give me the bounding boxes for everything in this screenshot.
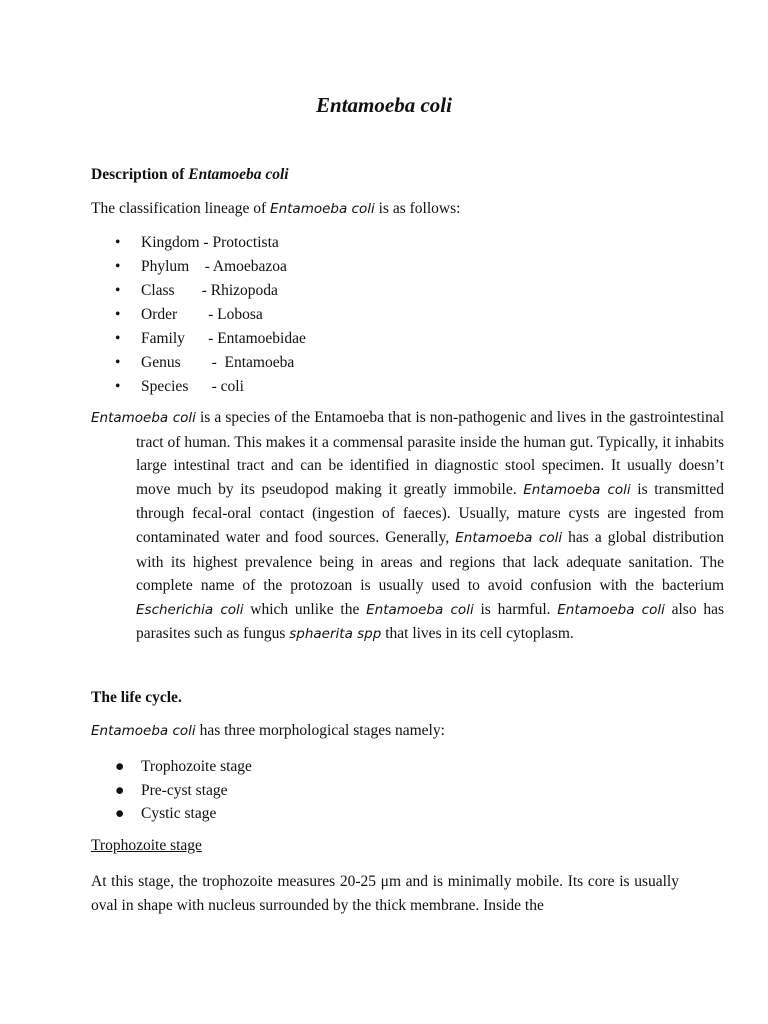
description-heading-prefix: Description of [91, 166, 189, 183]
list-item: • Order - Lobosa [115, 303, 306, 327]
lineage-intro-italic: Entamoeba coli [270, 201, 375, 217]
list-item: • Family - Entamoebidae [115, 327, 306, 351]
bullet-icon: • [115, 258, 121, 275]
description-heading-italic: Entamoeba coli [188, 166, 289, 183]
life-cycle-heading: The life cycle. [91, 689, 182, 706]
list-item: ● Trophozoite stage [115, 755, 252, 779]
lineage-intro-prefix: The classification lineage of [91, 200, 271, 217]
bullet-icon: ● [115, 781, 125, 799]
bullet-icon: ● [115, 758, 125, 775]
bullet-icon: • [115, 306, 121, 323]
lineage-intro-suffix: is as follows: [374, 200, 461, 217]
stages-list [115, 755, 252, 826]
list-item: • Class - Rhizopoda [115, 279, 306, 303]
trophozoite-heading: Trophozoite stage [91, 837, 202, 854]
list-item: • Genus - Entamoeba [115, 351, 306, 375]
description-paragraph: Entamoeba coli is a species of the Entamoeba that is non-pathogenic and lives in the gastrointestinal tract of human. This makes it a commensal parasite inside the human gut. Typically, it inhabits large intestinal tract and can be identified in diagnostic stool specimen. It usually doesn’t move much by its pseudopod making it greatly immobile. Entamoeba coli is transmitted through fecal-oral contact (ingestion of faeces). Usually, mature cysts are ingested from contaminated water and food sources. Generally, Entamoeba coli has a global distribution with its highest prevalence being in areas and regions that lack adequate sanitation. The complete name of the protozoan is usually used to avoid confusion with the bacterium Escherichia coli which unlike the Entamoeba coli is harmful. Entamoeba coli also has parasites such as fungus sphaerita spp that lives in its cell cytoplasm. [91, 409, 725, 643]
bullet-icon: • [115, 282, 121, 299]
description-heading [91, 166, 681, 184]
list-item: ● Cystic stage [115, 802, 252, 826]
list-item: • Species - coli [115, 375, 306, 399]
bullet-icon: • [115, 354, 121, 371]
bullet-icon: • [115, 378, 121, 395]
classification-list [115, 231, 306, 399]
lineage-intro [91, 200, 681, 218]
bullet-icon: • [115, 330, 121, 347]
list-item: • Phylum - Amoebazoa [115, 255, 306, 279]
bullet-icon: • [115, 234, 121, 251]
page-title: Entamoeba coli [316, 93, 452, 117]
stages-intro: Entamoeba coli has three morphological stages namely: [91, 722, 445, 739]
bullet-icon: ● [115, 805, 125, 822]
list-item: • Kingdom - Protoctista [115, 231, 306, 255]
trophozoite-paragraph: At this stage, the trophozoite measures 20-25 μm and is minimally mobile. Its core is usually oval in shape with nucleus surrounded by the thick membrane. Inside the [91, 873, 679, 914]
list-item: ● Pre-cyst stage [115, 779, 252, 803]
